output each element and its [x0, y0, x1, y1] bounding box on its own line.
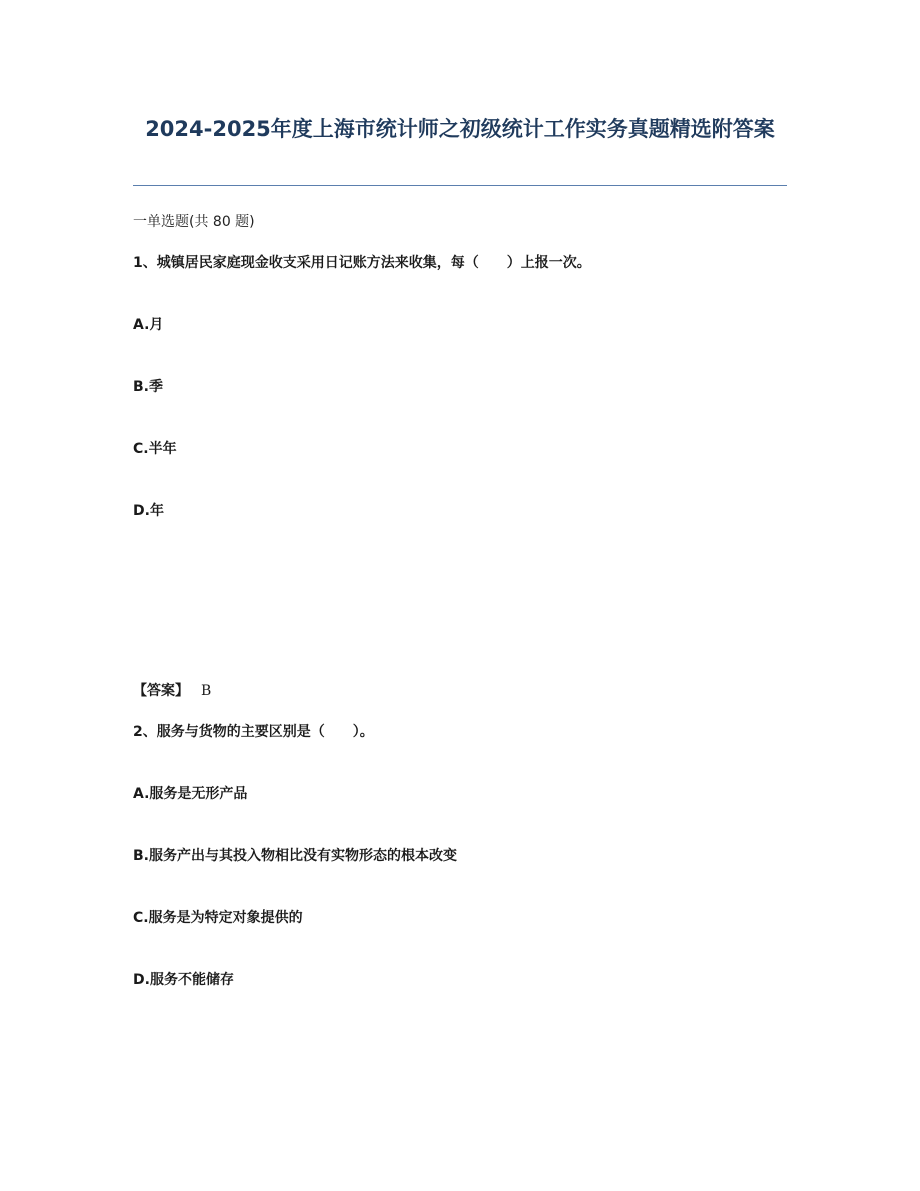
page-title: 2024-2025年度上海市统计师之初级统计工作实务真题精选附答案 [145, 117, 775, 141]
question-1-answer [133, 681, 211, 701]
question-1-option-a: A.月 [133, 317, 164, 333]
question-2-option-c: C.服务是为特定对象提供的 [133, 910, 303, 926]
section-heading: 一单选题(共 80 题) [133, 214, 255, 230]
question-1-option-c: C.半年 [133, 441, 177, 457]
question-2-option-b: B.服务产出与其投入物相比没有实物形态的根本改变 [133, 848, 457, 864]
answer-label: 【答案】 [133, 683, 189, 699]
question-2-option-a: A.服务是无形产品 [133, 786, 248, 802]
question-1-option-b: B.季 [133, 379, 163, 395]
question-2-option-d: D.服务不能储存 [133, 972, 234, 988]
question-1-stem: 1、城镇居民家庭现金收支采用日记账方法来收集，每（ ）上报一次。 [133, 255, 591, 271]
answer-value: B [201, 683, 212, 699]
question-2-stem: 2、服务与货物的主要区别是（ ）。 [133, 724, 374, 740]
question-1-option-d: D.年 [133, 503, 164, 519]
title-divider [133, 185, 787, 186]
